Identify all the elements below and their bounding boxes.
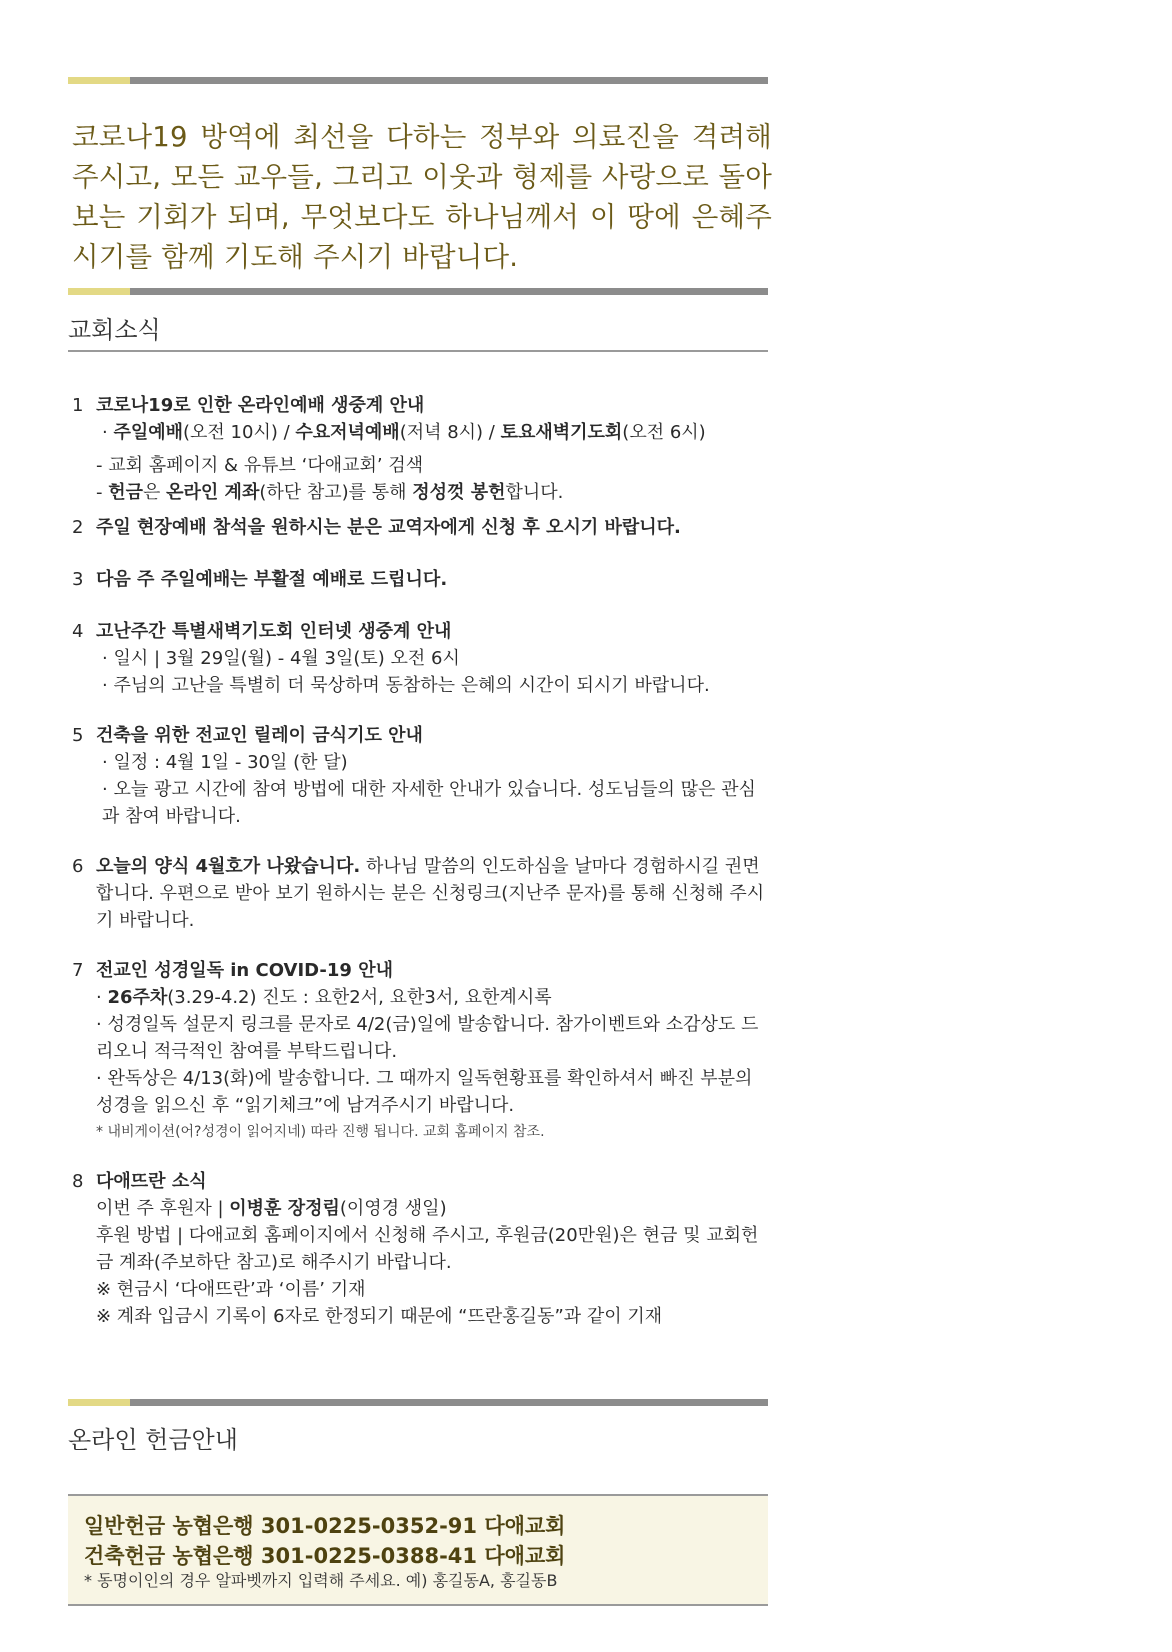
item-line: · 일시 | 3월 29일(월) - 4월 3일(토) 오전 6시 xyxy=(102,648,460,669)
news-title-rule xyxy=(68,350,768,352)
item-title: 고난주간 특별새벽기도회 인터넷 생중계 안내 xyxy=(96,621,452,642)
offering-section-title: 온라인 헌금안내 xyxy=(68,1426,238,1454)
item-number: 3 xyxy=(72,569,84,590)
item-title: 코로나19로 인한 온라인예배 생중계 안내 xyxy=(96,395,425,416)
account-note: * 동명이인의 경우 알파벳까지 입력해 주세요. 예) 홍길동A, 홍길동B xyxy=(84,1571,558,1590)
news-list xyxy=(72,392,772,1330)
news-item-7 xyxy=(72,957,772,1146)
offering-box xyxy=(68,1494,768,1606)
news-divider-bar xyxy=(68,288,768,295)
item-paragraph xyxy=(96,853,772,934)
account-general: 일반헌금 농협은행 301-0225-0352-91 다애교회 xyxy=(84,1514,566,1538)
item-text: 하나님 말씀의 인도하심을 날마다 경험하시길 권면합니다. 우편으로 받아 보기 원하시는 분은 신청링크(지난주 문자)를 통해 신청해 주시기 바랍니다. xyxy=(96,856,765,931)
item-line: - 교회 홈페이지 & 유튜브 ‘다애교회’ 검색 xyxy=(96,455,424,476)
item-number: 2 xyxy=(72,517,84,538)
item-number: 1 xyxy=(72,395,84,416)
news-item-8 xyxy=(72,1168,772,1330)
item-title: 건축을 위한 전교인 릴레이 금식기도 안내 xyxy=(96,725,423,746)
item-line: - 헌금은 온라인 계좌(하단 참고)를 통해 정성껏 봉헌합니다. xyxy=(96,482,564,503)
news-item-6 xyxy=(72,853,772,934)
item-line: · 26주차(3.29-4.2) 진도 : 요한2서, 요한3서, 요한계시록 xyxy=(96,987,552,1008)
item-line: 후원 방법 | 다애교회 홈페이지에서 신청해 주시고, 후원금(20만원)은 현금 및 교회헌금 계좌(주보하단 참고)로 해주시기 바랍니다. xyxy=(96,1225,759,1273)
item-line: ※ 계좌 입금시 기록이 6자로 한정되기 때문에 “뜨란홍길동”과 같이 기재 xyxy=(96,1306,663,1327)
top-divider-bar xyxy=(68,77,768,84)
news-section-title: 교회소식 xyxy=(68,316,161,344)
item-note: * 내비게이션(어?성경이 읽어지네) 따라 진행 됩니다. 교회 홈페이지 참조. xyxy=(96,1124,545,1140)
news-item-5 xyxy=(72,722,772,830)
item-number: 7 xyxy=(72,960,84,981)
news-item-2 xyxy=(72,514,772,541)
divider-accent xyxy=(68,288,130,295)
item-title: 오늘의 양식 4월호가 나왔습니다. xyxy=(96,856,361,877)
news-item-4 xyxy=(72,618,772,699)
prayer-text: 코로나19 방역에 최선을 다하는 정부와 의료진을 격려해 주시고, 모든 교우들, 그리고 이웃과 형제를 사랑으로 돌아보는 기회가 되며, 무엇보다도 하나님께서 이 땅에 은혜주시기를 함께 기도해 주시기 바랍니다. xyxy=(72,121,772,273)
news-item-3 xyxy=(72,566,772,593)
offering-divider-bar xyxy=(68,1399,768,1406)
item-line: · 성경일독 설문지 링크를 문자로 4/2(금)일에 발송합니다. 참가이벤트와 소감상도 드리오니 적극적인 참여를 부탁드립니다. xyxy=(96,1014,759,1062)
item-title: 다음 주 주일예배는 부활절 예배로 드립니다. xyxy=(96,569,448,590)
item-number: 4 xyxy=(72,621,84,642)
item-line: · 주님의 고난을 특별히 더 묵상하며 동참하는 은혜의 시간이 되시기 바랍니다. xyxy=(102,675,710,696)
item-number: 6 xyxy=(72,856,84,877)
item-title: 전교인 성경일독 in COVID-19 안내 xyxy=(96,960,393,981)
item-title: 다애뜨란 소식 xyxy=(96,1171,207,1192)
item-title: 주일 현장예배 참석을 원하시는 분은 교역자에게 신청 후 오시기 바랍니다. xyxy=(96,517,681,538)
account-building: 건축헌금 농협은행 301-0225-0388-41 다애교회 xyxy=(84,1544,566,1568)
item-line: · 완독상은 4/13(화)에 발송합니다. 그 때까지 일독현황표를 확인하셔서 빠진 부분의 성경을 읽으신 후 “읽기체크”에 남겨주시기 바랍니다. xyxy=(96,1068,753,1116)
news-item-1 xyxy=(72,392,772,506)
item-number: 8 xyxy=(72,1171,84,1192)
item-line: · 오늘 광고 시간에 참여 방법에 대한 자세한 안내가 있습니다. 성도님들의 많은 관심과 참여 바랍니다. xyxy=(102,779,756,827)
item-number: 5 xyxy=(72,725,84,746)
item-line: · 주일예배(오전 10시) / 수요저녁예배(저녁 8시) / 토요새벽기도회(오전 6시) xyxy=(102,422,706,443)
divider-accent xyxy=(68,77,130,84)
item-line: 이번 주 후원자 | 이병훈 장정림(이영경 생일) xyxy=(96,1198,447,1219)
divider-accent xyxy=(68,1399,130,1406)
item-line: · 일정 : 4월 1일 - 30일 (한 달) xyxy=(102,752,348,773)
item-line: ※ 현금시 ‘다애뜨란’과 ‘이름’ 기재 xyxy=(96,1279,366,1300)
